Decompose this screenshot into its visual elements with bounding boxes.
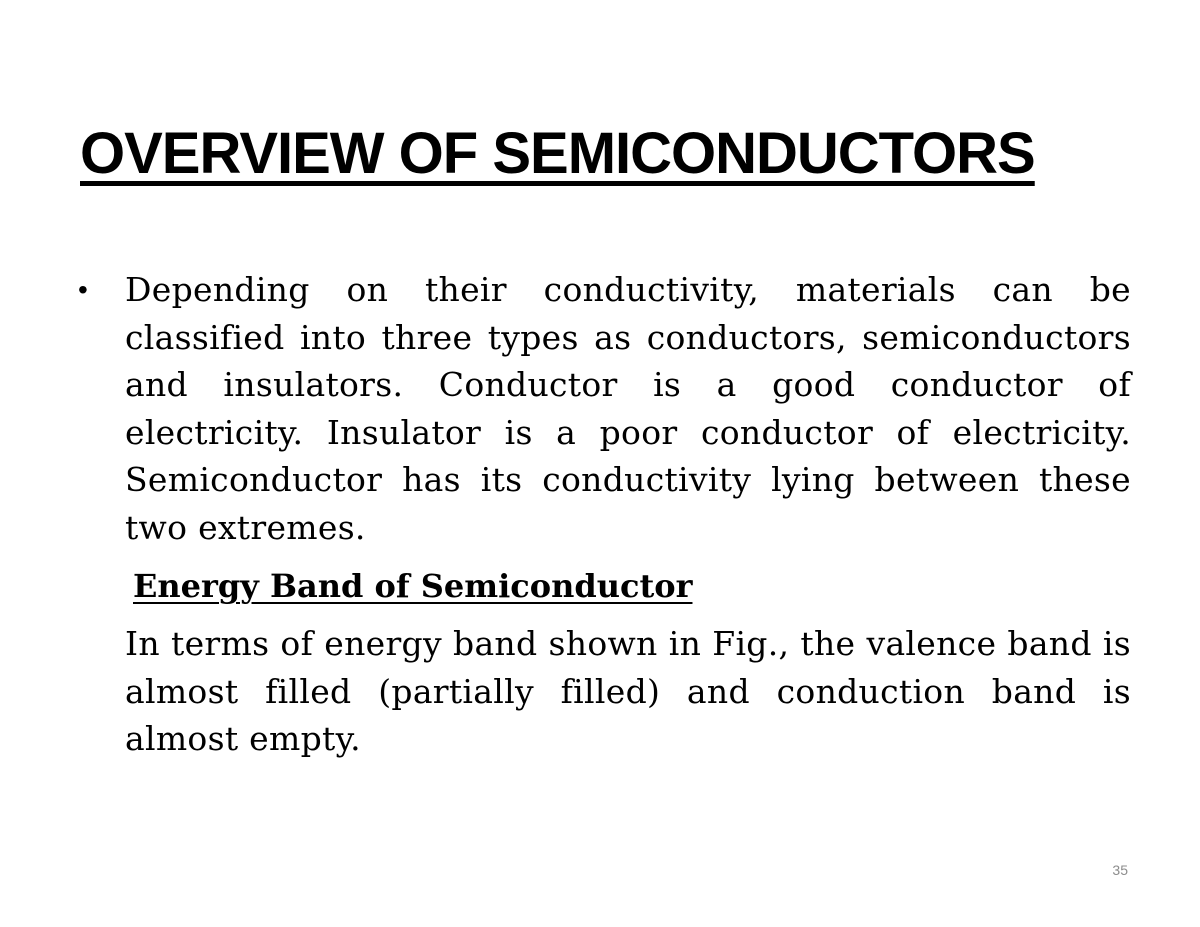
bullet-icon: • bbox=[78, 274, 88, 305]
section-heading: Energy Band of Semiconductor bbox=[133, 567, 693, 605]
energy-band-paragraph: In terms of energy band shown in Fig., the valence band is almost filled (partially filled) and conduction band is almost empty. bbox=[125, 624, 1131, 758]
page-number: 35 bbox=[1112, 862, 1128, 878]
slide-title: OVERVIEW OF SEMICONDUCTORS bbox=[80, 121, 1035, 186]
bullet-paragraph: Depending on their conductivity, materials can be classified into three types as conductors, semiconductors and insulators. Conductor is a good conductor of electricity. Insulator is a poor conductor of electricity. Semiconductor has its conductivity lying between these two extremes. bbox=[125, 270, 1131, 547]
